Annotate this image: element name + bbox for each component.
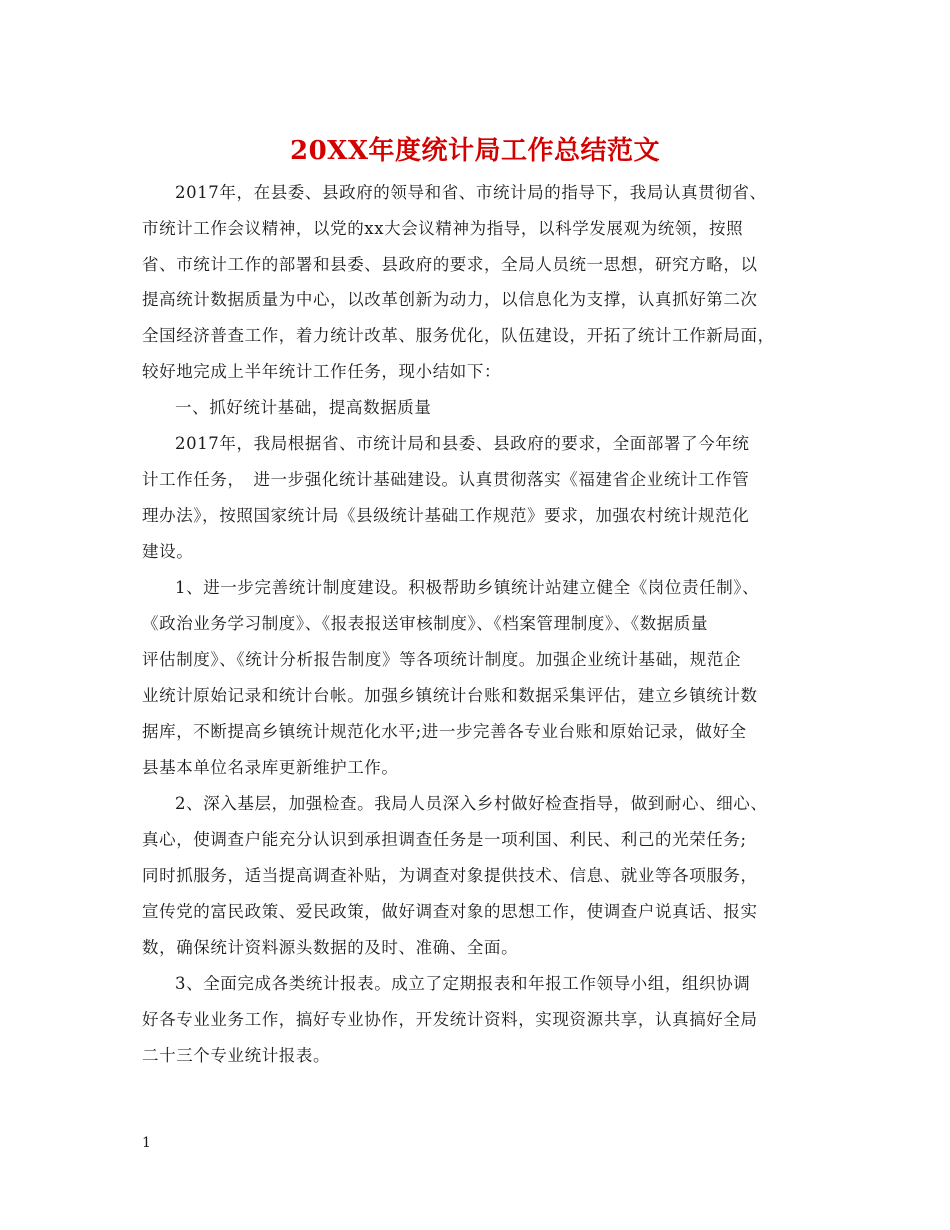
paragraph-line: 宣传党的富民政策、爱民政策，做好调查对象的思想工作，使调查户说真话、报实 xyxy=(142,902,758,921)
paragraph-line: 好各专业业务工作，搞好专业协作，开发统计资料，实现资源共享，认真搞好全局 xyxy=(142,1010,758,1029)
paragraph-line: 同时抓服务，适当提高调查补贴，为调查对象提供技术、信息、就业等各项服务， xyxy=(142,866,758,885)
paragraph-line: 业统计原始记录和统计台帐。加强乡镇统计台账和数据采集评估，建立乡镇统计数 xyxy=(142,686,758,705)
paragraph-line: 提高统计数据质量为中心，以改革创新为动力，以信息化为支撑，认真抓好第二次 xyxy=(142,290,758,309)
paragraph-line: 3、全面完成各类统计报表。成立了定期报表和年报工作领导小组，组织协调 xyxy=(175,974,751,993)
paragraph-line: 评估制度》、《统计分析报告制度》等各项统计制度。加强企业统计基础，规范企 xyxy=(142,650,742,669)
paragraph-line: 建设。 xyxy=(142,542,194,561)
paragraph-line: 理办法》，按照国家统计局《县级统计基础工作规范》要求，加强农村统计规范化 xyxy=(142,506,750,525)
paragraph-line: 真心，使调查户能充分认识到承担调查任务是一项利国、利民、利己的光荣任务; xyxy=(142,830,747,849)
paragraph-line: 二十三个专业统计报表。 xyxy=(142,1046,331,1065)
page-number: 1 xyxy=(142,1135,151,1151)
paragraph-line: 《政治业务学习制度》、《报表报送审核制度》、《档案管理制度》、《数据质量 xyxy=(142,614,709,633)
paragraph-line: 1、进一步完善统计制度建设。积极帮助乡镇统计站建立健全《岗位责任制》、 xyxy=(175,578,760,597)
paragraph-line: 2、深入基层，加强检查。我局人员深入乡村做好检查指导，做到耐心、细心、 xyxy=(175,794,768,813)
document-title: 20XX年度统计局工作总结范文 xyxy=(289,136,661,166)
paragraph-line: 数，确保统计资料源头数据的及时、准确、全面。 xyxy=(142,938,519,957)
paragraph-line: 全国经济普查工作，着力统计改革、服务优化，队伍建设，开拓了统计工作新局面， xyxy=(142,326,775,345)
paragraph-line: 2017年，在县委、县政府的领导和省、市统计局的指导下，我局认真贯彻省、 xyxy=(175,183,767,202)
paragraph-line: 较好地完成上半年统计工作任务，现小结如下： xyxy=(142,362,502,381)
paragraph-line: 省、市统计工作的部署和县委、县政府的要求，全局人员统一思想，研究方略，以 xyxy=(142,255,758,274)
paragraph-line: 据库，不断提高乡镇统计规范化水平;进一步完善各专业台账和原始记录，做好全 xyxy=(142,722,747,741)
section-heading: 一、抓好统计基础，提高数据质量 xyxy=(175,398,432,417)
paragraph-line: 2017年，我局根据省、市统计局和县委、县政府的要求，全面部署了今年统 xyxy=(175,434,750,453)
paragraph-line: 计工作任务， 进一步强化统计基础建设。认真贯彻落实《福建省企业统计工作管 xyxy=(142,470,750,489)
paragraph-line: 县基本单位名录库更新维护工作。 xyxy=(142,758,399,777)
paragraph-line: 市统计工作会议精神，以党的xx大会议精神为指导，以科学发展观为统领，按照 xyxy=(142,219,744,238)
